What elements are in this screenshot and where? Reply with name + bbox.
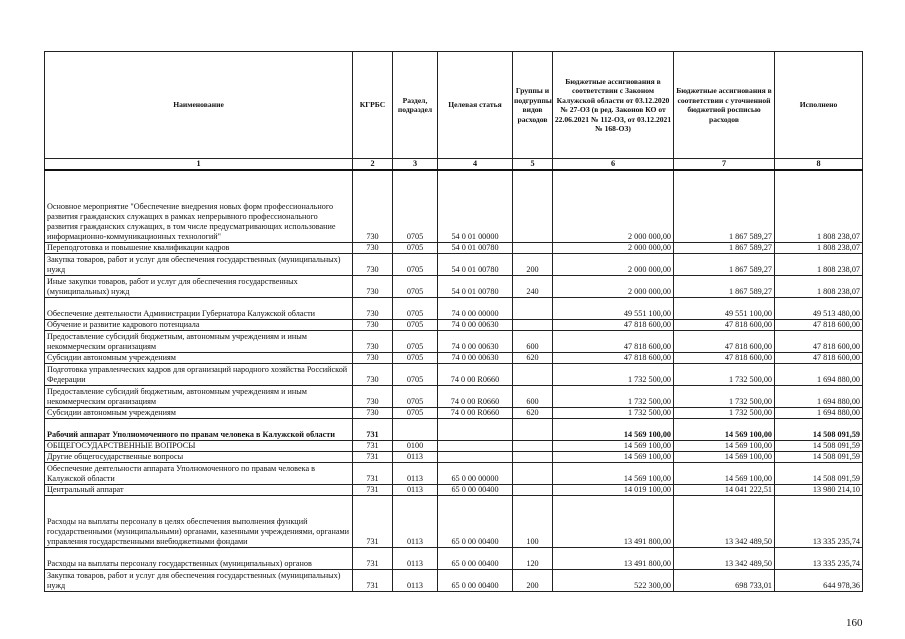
table-row — [45, 569, 863, 591]
row-kgrbs: 730 — [353, 352, 393, 363]
row-target-article — [438, 451, 513, 462]
row-section: 0705 — [393, 297, 438, 319]
row-executed: 49 513 480,00 — [775, 297, 863, 319]
row-expense-group — [513, 484, 553, 495]
row-refined-allocation: 13 342 489,50 — [674, 547, 775, 569]
row-law-allocation: 522 300,00 — [553, 569, 674, 591]
row-target-article: 74 0 00 00000 — [438, 297, 513, 319]
row-executed: 14 508 091,59 — [775, 462, 863, 484]
row-section: 0705 — [393, 319, 438, 330]
header-section: Раздел, подраздел — [393, 52, 438, 159]
row-executed: 13 335 235,74 — [775, 547, 863, 569]
row-name: Закупка товаров, работ и услуг для обеспечения государственных (муниципальных) нужд — [45, 569, 353, 591]
row-name: Центральный аппарат — [45, 484, 353, 495]
row-section: 0705 — [393, 275, 438, 297]
row-executed: 644 978,36 — [775, 569, 863, 591]
header-refined-allocation: Бюджетные ассигнования в соответствии с уточненной бюджетной росписью расходов — [674, 52, 775, 159]
row-section: 0705 — [393, 363, 438, 385]
row-refined-allocation: 47 818 600,00 — [674, 319, 775, 330]
row-executed: 14 508 091,59 — [775, 418, 863, 440]
row-law-allocation: 1 732 500,00 — [553, 407, 674, 418]
row-law-allocation: 47 818 600,00 — [553, 319, 674, 330]
row-name: Рабочий аппарат Уполномоченного по правам человека в Калужской области — [45, 418, 353, 440]
row-law-allocation: 47 818 600,00 — [553, 352, 674, 363]
row-target-article — [438, 418, 513, 440]
row-name: Расходы на выплаты персоналу государственных (муниципальных) органов — [45, 547, 353, 569]
row-kgrbs: 731 — [353, 440, 393, 451]
row-section: 0705 — [393, 170, 438, 242]
row-refined-allocation: 14 041 222,51 — [674, 484, 775, 495]
row-executed: 47 818 600,00 — [775, 330, 863, 352]
table-row — [45, 330, 863, 352]
table-row — [45, 407, 863, 418]
row-refined-allocation: 14 569 100,00 — [674, 451, 775, 462]
row-target-article: 65 0 00 00000 — [438, 462, 513, 484]
row-target-article: 74 0 00 00630 — [438, 319, 513, 330]
row-law-allocation: 2 000 000,00 — [553, 275, 674, 297]
row-law-allocation: 49 551 100,00 — [553, 297, 674, 319]
row-name: Обеспечение деятельности Администрации Губернатора Калужской области — [45, 297, 353, 319]
row-name: Закупка товаров, работ и услуг для обеспечения государственных (муниципальных) нужд — [45, 253, 353, 275]
row-target-article: 74 0 00 R0660 — [438, 363, 513, 385]
row-target-article: 74 0 00 00630 — [438, 330, 513, 352]
row-section: 0113 — [393, 495, 438, 547]
row-section: 0705 — [393, 330, 438, 352]
column-number: 2 — [353, 159, 393, 171]
row-executed: 1 808 238,07 — [775, 253, 863, 275]
row-section: 0113 — [393, 569, 438, 591]
row-kgrbs: 730 — [353, 330, 393, 352]
row-kgrbs: 731 — [353, 418, 393, 440]
row-refined-allocation: 1 732 500,00 — [674, 385, 775, 407]
row-kgrbs: 730 — [353, 253, 393, 275]
row-target-article: 74 0 00 R0660 — [438, 407, 513, 418]
row-kgrbs: 730 — [353, 319, 393, 330]
row-law-allocation: 13 491 800,00 — [553, 547, 674, 569]
header-law-allocation: Бюджетные ассигнования в соответствии с Законом Калужской области от 03.12.2020 № 27-ОЗ (в ред. Законов КО от 22.06.2021 № 112-ОЗ, от 03.12.2021 № 168-ОЗ) — [553, 52, 674, 159]
column-number: 3 — [393, 159, 438, 171]
row-refined-allocation: 47 818 600,00 — [674, 330, 775, 352]
row-law-allocation: 14 569 100,00 — [553, 451, 674, 462]
row-executed: 47 818 600,00 — [775, 352, 863, 363]
row-name: Субсидии автономным учреждениям — [45, 352, 353, 363]
row-name: Подготовка управленческих кадров для организаций народного хозяйства Российской Федерации — [45, 363, 353, 385]
row-expense-group — [513, 440, 553, 451]
table-row — [45, 418, 863, 440]
table-row — [45, 297, 863, 319]
row-kgrbs: 731 — [353, 495, 393, 547]
row-kgrbs: 731 — [353, 547, 393, 569]
row-target-article — [438, 440, 513, 451]
row-executed: 13 335 235,74 — [775, 495, 863, 547]
row-section: 0113 — [393, 462, 438, 484]
row-refined-allocation: 14 569 100,00 — [674, 462, 775, 484]
row-refined-allocation: 14 569 100,00 — [674, 418, 775, 440]
row-section: 0705 — [393, 385, 438, 407]
row-refined-allocation: 1 732 500,00 — [674, 407, 775, 418]
row-name: Другие общегосударственные вопросы — [45, 451, 353, 462]
row-expense-group: 620 — [513, 352, 553, 363]
row-executed: 1 808 238,07 — [775, 242, 863, 253]
header-executed: Исполнено — [775, 52, 863, 159]
table-body — [45, 170, 863, 591]
row-section: 0113 — [393, 484, 438, 495]
row-refined-allocation: 47 818 600,00 — [674, 352, 775, 363]
row-law-allocation: 2 000 000,00 — [553, 253, 674, 275]
table-row — [45, 440, 863, 451]
row-refined-allocation: 14 569 100,00 — [674, 440, 775, 451]
row-kgrbs: 731 — [353, 462, 393, 484]
row-target-article: 65 0 00 00400 — [438, 569, 513, 591]
row-expense-group — [513, 451, 553, 462]
row-law-allocation: 2 000 000,00 — [553, 242, 674, 253]
row-law-allocation: 1 732 500,00 — [553, 385, 674, 407]
row-section: 0113 — [393, 451, 438, 462]
row-target-article: 54 0 01 00780 — [438, 242, 513, 253]
row-expense-group: 600 — [513, 385, 553, 407]
row-kgrbs: 730 — [353, 275, 393, 297]
row-kgrbs: 731 — [353, 569, 393, 591]
row-section: 0113 — [393, 547, 438, 569]
row-expense-group — [513, 418, 553, 440]
row-expense-group: 620 — [513, 407, 553, 418]
row-law-allocation: 47 818 600,00 — [553, 330, 674, 352]
row-name: Иные закупки товаров, работ и услуг для обеспечения государственных (муниципальных) нужд — [45, 275, 353, 297]
row-name: Предоставление субсидий бюджетным, автономным учреждениям и иным некоммерческим организациям — [45, 385, 353, 407]
row-executed: 1 694 880,00 — [775, 385, 863, 407]
table-row — [45, 363, 863, 385]
row-kgrbs: 730 — [353, 242, 393, 253]
row-executed: 13 980 214,10 — [775, 484, 863, 495]
row-kgrbs: 730 — [353, 407, 393, 418]
column-number: 7 — [674, 159, 775, 171]
row-law-allocation: 13 491 800,00 — [553, 495, 674, 547]
row-law-allocation: 14 569 100,00 — [553, 440, 674, 451]
row-expense-group: 600 — [513, 330, 553, 352]
row-name: Расходы на выплаты персоналу в целях обеспечения выполнения функций государственными (муниципальными) органами, казенными учреждениями, органами управления государственными внебюджетными фондами — [45, 495, 353, 547]
table-row — [45, 484, 863, 495]
row-expense-group — [513, 170, 553, 242]
row-expense-group — [513, 319, 553, 330]
column-number: 4 — [438, 159, 513, 171]
row-refined-allocation: 1 867 589,27 — [674, 275, 775, 297]
header-target-article: Целевая статья — [438, 52, 513, 159]
row-executed: 1 808 238,07 — [775, 170, 863, 242]
row-target-article: 65 0 00 00400 — [438, 484, 513, 495]
row-refined-allocation: 698 733,01 — [674, 569, 775, 591]
row-kgrbs: 731 — [353, 451, 393, 462]
row-expense-group — [513, 297, 553, 319]
row-executed: 1 808 238,07 — [775, 275, 863, 297]
row-expense-group: 100 — [513, 495, 553, 547]
row-target-article: 54 0 01 00780 — [438, 253, 513, 275]
header-expense-group: Группы и подгруппы видов расходов — [513, 52, 553, 159]
table-row — [45, 495, 863, 547]
row-executed: 14 508 091,59 — [775, 451, 863, 462]
table-row — [45, 170, 863, 242]
column-number: 1 — [45, 159, 353, 171]
table-row — [45, 253, 863, 275]
row-law-allocation: 14 569 100,00 — [553, 418, 674, 440]
row-executed: 47 818 600,00 — [775, 319, 863, 330]
column-number: 6 — [553, 159, 674, 171]
row-executed: 14 508 091,59 — [775, 440, 863, 451]
row-refined-allocation: 1 867 589,27 — [674, 170, 775, 242]
row-expense-group: 120 — [513, 547, 553, 569]
column-number-row — [45, 159, 863, 171]
row-expense-group — [513, 363, 553, 385]
column-number: 8 — [775, 159, 863, 171]
row-kgrbs: 730 — [353, 385, 393, 407]
row-kgrbs: 730 — [353, 297, 393, 319]
page-number: 160 — [846, 617, 863, 629]
table-row — [45, 319, 863, 330]
row-law-allocation: 14 569 100,00 — [553, 462, 674, 484]
row-name: Обеспечение деятельности аппарата Уполномоченного по правам человека в Калужской области — [45, 462, 353, 484]
row-section: 0705 — [393, 242, 438, 253]
budget-table — [44, 51, 863, 592]
table-row — [45, 352, 863, 363]
row-refined-allocation: 1 732 500,00 — [674, 363, 775, 385]
table-row — [45, 451, 863, 462]
column-number: 5 — [513, 159, 553, 171]
row-refined-allocation: 13 342 489,50 — [674, 495, 775, 547]
row-target-article: 74 0 00 R0660 — [438, 385, 513, 407]
row-expense-group — [513, 462, 553, 484]
row-refined-allocation: 49 551 100,00 — [674, 297, 775, 319]
row-kgrbs: 730 — [353, 170, 393, 242]
row-law-allocation: 14 019 100,00 — [553, 484, 674, 495]
row-executed: 1 694 880,00 — [775, 407, 863, 418]
header-name: Наименование — [45, 52, 353, 159]
row-section — [393, 418, 438, 440]
row-executed: 1 694 880,00 — [775, 363, 863, 385]
table-row — [45, 242, 863, 253]
row-target-article: 65 0 00 00400 — [438, 547, 513, 569]
row-expense-group — [513, 242, 553, 253]
row-section: 0705 — [393, 407, 438, 418]
row-section: 0100 — [393, 440, 438, 451]
row-name: Предоставление субсидий бюджетным, автономным учреждениям и иным некоммерческим организациям — [45, 330, 353, 352]
row-expense-group: 200 — [513, 253, 553, 275]
row-kgrbs: 730 — [353, 363, 393, 385]
row-name: Обучение и развитие кадрового потенциала — [45, 319, 353, 330]
table-row — [45, 547, 863, 569]
header-kgrbs: КГРБС — [353, 52, 393, 159]
row-name: Основное мероприятие "Обеспечение внедрения новых форм профессионального развития гражданских служащих в рамках непрерывного профессионального развития гражданских служащих, в том числе предусматривающих использование информационно-коммуникационных технологий" — [45, 170, 353, 242]
row-section: 0705 — [393, 253, 438, 275]
row-refined-allocation: 1 867 589,27 — [674, 242, 775, 253]
row-section: 0705 — [393, 352, 438, 363]
row-name: ОБЩЕГОСУДАРСТВЕННЫЕ ВОПРОСЫ — [45, 440, 353, 451]
row-expense-group: 240 — [513, 275, 553, 297]
row-law-allocation: 2 000 000,00 — [553, 170, 674, 242]
row-name: Переподготовка и повышение квалификации кадров — [45, 242, 353, 253]
table-row — [45, 275, 863, 297]
row-target-article: 54 0 01 00000 — [438, 170, 513, 242]
row-target-article: 54 0 01 00780 — [438, 275, 513, 297]
row-target-article: 65 0 00 00400 — [438, 495, 513, 547]
table-row — [45, 385, 863, 407]
row-name: Субсидии автономным учреждениям — [45, 407, 353, 418]
row-expense-group: 200 — [513, 569, 553, 591]
row-refined-allocation: 1 867 589,27 — [674, 253, 775, 275]
row-law-allocation: 1 732 500,00 — [553, 363, 674, 385]
row-kgrbs: 731 — [353, 484, 393, 495]
row-target-article: 74 0 00 00630 — [438, 352, 513, 363]
table-row — [45, 462, 863, 484]
table-header — [45, 52, 863, 171]
